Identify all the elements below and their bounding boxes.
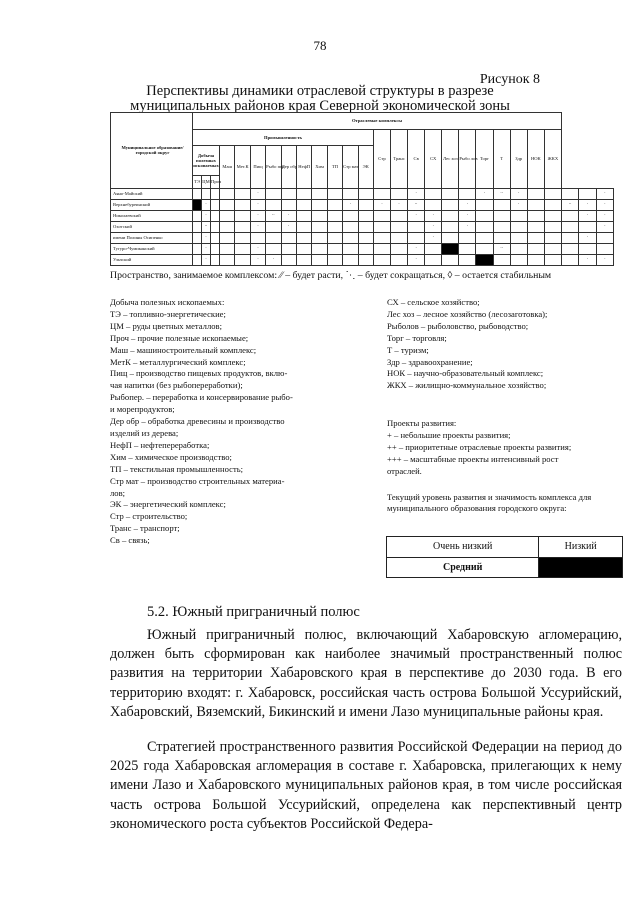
table-cell: ∙∙ bbox=[561, 199, 578, 210]
table-cell bbox=[358, 221, 373, 232]
table-cell: ∙ bbox=[250, 199, 265, 210]
table-cell: ∙ bbox=[266, 254, 281, 265]
legend-item: Рыболов – рыболовство, рыбоводство; bbox=[387, 320, 529, 331]
table-cell bbox=[442, 221, 459, 232]
table-cell bbox=[493, 210, 510, 221]
table-cell: ∙ bbox=[579, 210, 596, 221]
table-cell bbox=[391, 210, 408, 221]
table-cell bbox=[358, 210, 373, 221]
col-header: Лес хоз bbox=[442, 129, 459, 188]
table-cell bbox=[544, 210, 561, 221]
table-cell bbox=[312, 254, 327, 265]
table-cell bbox=[425, 188, 442, 199]
table-cell: ∙ bbox=[510, 199, 527, 210]
legend-item: ТЭ – топливно-энергетические; bbox=[110, 308, 226, 319]
table-cell bbox=[510, 221, 527, 232]
table-cell bbox=[391, 221, 408, 232]
table-cell: ∙ bbox=[596, 210, 613, 221]
table-cell bbox=[459, 188, 476, 199]
legend-item: Т – туризм; bbox=[387, 344, 429, 355]
table-cell bbox=[373, 210, 390, 221]
industry-header: Промышленность bbox=[193, 129, 374, 146]
legend-item: Св – связь; bbox=[110, 535, 150, 546]
level-medium-swatch bbox=[539, 557, 623, 578]
col-header: Св bbox=[408, 129, 425, 188]
table-cell: ∙ bbox=[459, 221, 476, 232]
table-cell: ∙ bbox=[476, 188, 493, 199]
table-cell bbox=[425, 243, 442, 254]
table-cell bbox=[391, 232, 408, 243]
row-name: Ульчский bbox=[111, 254, 193, 265]
table-cell bbox=[493, 221, 510, 232]
table-cell bbox=[561, 221, 578, 232]
corner-header: Муниципальное образование/ городской округ bbox=[111, 113, 193, 189]
table-cell bbox=[493, 254, 510, 265]
col-header: ЦМ bbox=[202, 175, 211, 188]
table-cell bbox=[193, 221, 202, 232]
table-cell: ∙ bbox=[391, 199, 408, 210]
table-cell bbox=[459, 243, 476, 254]
table-cell bbox=[266, 199, 281, 210]
table-cell bbox=[327, 188, 342, 199]
table-cell: ∙ bbox=[250, 188, 265, 199]
table-cell bbox=[343, 232, 358, 243]
table-cell bbox=[211, 232, 220, 243]
table-cell: ∙ bbox=[596, 199, 613, 210]
col-header: Мет.К bbox=[235, 146, 250, 188]
table-cell bbox=[211, 210, 220, 221]
table-cell bbox=[596, 232, 613, 243]
level-medium: Средний bbox=[387, 557, 539, 578]
row-name: Тугуро-Чумиканский bbox=[111, 243, 193, 254]
table-cell: ∙ bbox=[459, 210, 476, 221]
table-cell bbox=[561, 232, 578, 243]
table-cell: ∙ bbox=[579, 254, 596, 265]
legend-item: ЖКХ – жилищно-коммунальное хозяйство; bbox=[387, 380, 547, 391]
table-cell: ∙ bbox=[596, 254, 613, 265]
col-header: СХ bbox=[425, 129, 442, 188]
table-cell bbox=[408, 232, 425, 243]
table-cell bbox=[327, 254, 342, 265]
table-cell bbox=[327, 221, 342, 232]
row-name: Николаевский bbox=[111, 210, 193, 221]
table-cell bbox=[327, 210, 342, 221]
table-cell bbox=[442, 232, 459, 243]
row-name: имени Полины Осипенко bbox=[111, 232, 193, 243]
figure-caption: Пространство, занимаемое комплексом: ⁄⁄ – будет расти, ⋱ – будет сокращаться, ◊ – остается стабильным bbox=[110, 270, 552, 281]
table-cell bbox=[235, 210, 250, 221]
table-cell: ∙ bbox=[202, 254, 211, 265]
row-name: Охотский bbox=[111, 221, 193, 232]
table-cell bbox=[579, 221, 596, 232]
paragraph-text: Стратегией пространственного развития Российской Федерации на период до 2025 года Хабаровская агломерация в составе г. Хабаровска, прилегающих к нему имени Лазо и Хабаровского муниципальных районов края, в том числе российская часть острова Большой Уссурийский, определена как перспективный центр экономического роста субъектов Российской Федера- bbox=[110, 739, 622, 832]
table-cell: ∙∙ bbox=[493, 188, 510, 199]
section-heading: 5.2. Южный приграничный полюс bbox=[147, 604, 360, 620]
table-cell bbox=[266, 188, 281, 199]
legend-item: Маш – машиностроительный комплекс; bbox=[110, 344, 257, 355]
legend-item: Здр – здравоохранение; bbox=[387, 356, 473, 367]
table-cell bbox=[220, 199, 235, 210]
col-header: Проч bbox=[211, 175, 220, 188]
col-header: Здр bbox=[510, 129, 527, 188]
table-cell: ∙ bbox=[202, 199, 211, 210]
table-cell: ∙ bbox=[202, 232, 211, 243]
table-cell: ∙ bbox=[596, 221, 613, 232]
level-cell-high bbox=[442, 243, 459, 254]
table-cell: ∙ bbox=[425, 221, 442, 232]
table-cell bbox=[343, 254, 358, 265]
table-cell bbox=[561, 188, 578, 199]
table-cell: ∙∙ bbox=[202, 221, 211, 232]
table-row bbox=[111, 232, 614, 243]
table-cell bbox=[373, 254, 390, 265]
table-cell bbox=[193, 243, 202, 254]
project-legend-item: отраслей. bbox=[387, 465, 422, 476]
levels-legend bbox=[386, 536, 623, 578]
table-cell bbox=[235, 243, 250, 254]
table-cell bbox=[343, 221, 358, 232]
table-cell: ∙ bbox=[579, 232, 596, 243]
table-cell bbox=[510, 243, 527, 254]
table-cell bbox=[220, 221, 235, 232]
legend-item: МетК – металлургический комплекс; bbox=[110, 356, 246, 367]
table-cell bbox=[235, 199, 250, 210]
table-cell bbox=[312, 210, 327, 221]
col-header: ЖКХ bbox=[544, 129, 561, 188]
table-cell bbox=[476, 232, 493, 243]
legend-item: НОК – научно-образовательный комплекс; bbox=[387, 368, 544, 379]
legend-item: и морепродуктов; bbox=[110, 404, 175, 415]
table-cell bbox=[408, 221, 425, 232]
table-cell: ∙ bbox=[250, 254, 265, 265]
table-cell bbox=[235, 221, 250, 232]
table-cell bbox=[296, 221, 311, 232]
col-header: Стр мат bbox=[343, 146, 358, 188]
legend-item: чая напитки (без рыбопереработки); bbox=[110, 380, 243, 391]
table-cell bbox=[358, 232, 373, 243]
table-cell bbox=[343, 210, 358, 221]
legend-item: лов; bbox=[110, 487, 126, 498]
level-low: Низкий bbox=[539, 537, 623, 558]
table-cell bbox=[296, 188, 311, 199]
col-header: Хим bbox=[312, 146, 327, 188]
table-cell: ∙ bbox=[202, 243, 211, 254]
table-row bbox=[111, 221, 614, 232]
table-cell: ∙ bbox=[250, 210, 265, 221]
table-cell: ∙ bbox=[510, 188, 527, 199]
legend-item: изделий из дерева; bbox=[110, 427, 179, 438]
table-cell: ∙ bbox=[250, 221, 265, 232]
table-cell bbox=[510, 232, 527, 243]
table-cell bbox=[358, 243, 373, 254]
table-cell bbox=[442, 188, 459, 199]
table-cell bbox=[476, 199, 493, 210]
table-cell bbox=[476, 243, 493, 254]
table-cell bbox=[211, 254, 220, 265]
table-cell bbox=[296, 254, 311, 265]
col-header: ТЭ bbox=[193, 175, 202, 188]
table-row bbox=[111, 254, 614, 265]
table-cell bbox=[579, 243, 596, 254]
legend-item: Пищ – производство пищевых продуктов, вклю- bbox=[110, 368, 288, 379]
table-cell: ∙ bbox=[202, 210, 211, 221]
table-cell bbox=[596, 243, 613, 254]
table-row bbox=[111, 210, 614, 221]
col-header: ТП bbox=[327, 146, 342, 188]
table-cell bbox=[459, 232, 476, 243]
table-cell bbox=[493, 199, 510, 210]
table-cell bbox=[510, 254, 527, 265]
legend-item: Стр мат – производство строительных материа- bbox=[110, 475, 285, 486]
project-legend-item: + – небольшие проекты развития; bbox=[387, 429, 511, 440]
table-cell bbox=[527, 243, 544, 254]
table-cell: ∙ bbox=[373, 199, 390, 210]
table-cell bbox=[493, 232, 510, 243]
table-cell bbox=[459, 254, 476, 265]
table-cell bbox=[544, 221, 561, 232]
table-cell bbox=[235, 188, 250, 199]
table-cell bbox=[373, 232, 390, 243]
table-cell bbox=[211, 221, 220, 232]
table-cell bbox=[220, 243, 235, 254]
table-cell bbox=[281, 243, 296, 254]
project-legend-item: ++ – приоритетные отраслевые проекты развития; bbox=[387, 441, 572, 452]
table-cell bbox=[425, 199, 442, 210]
table-cell bbox=[193, 210, 202, 221]
table-cell bbox=[312, 243, 327, 254]
table-cell: ∙ bbox=[250, 243, 265, 254]
body-paragraph-2 bbox=[110, 738, 622, 834]
sector-structure-table bbox=[110, 112, 614, 266]
table-cell bbox=[266, 221, 281, 232]
projects-legend bbox=[387, 418, 623, 478]
table-cell bbox=[312, 188, 327, 199]
table-cell bbox=[476, 221, 493, 232]
legend-item: НефП – нефтепереработка; bbox=[110, 439, 210, 450]
table-cell bbox=[391, 188, 408, 199]
table-cell bbox=[561, 210, 578, 221]
table-cell bbox=[527, 210, 544, 221]
table-cell bbox=[527, 254, 544, 265]
table-cell bbox=[442, 210, 459, 221]
table-cell bbox=[391, 243, 408, 254]
legend-item: ЦМ – руды цветных металлов; bbox=[110, 320, 222, 331]
table-cell bbox=[296, 210, 311, 221]
table-cell bbox=[220, 254, 235, 265]
table-cell bbox=[327, 232, 342, 243]
legend-left bbox=[110, 297, 372, 547]
col-header: Рыбо пер bbox=[266, 146, 281, 188]
legend-item: Лес хоз – лесное хозяйство (лесозаготовка); bbox=[387, 308, 548, 319]
legend-item: СХ – сельское хозяйство; bbox=[387, 297, 480, 307]
table-cell bbox=[202, 188, 211, 199]
table-cell bbox=[579, 188, 596, 199]
table-cell bbox=[193, 188, 202, 199]
table-cell bbox=[281, 188, 296, 199]
table-cell bbox=[266, 232, 281, 243]
table-cell: ∙ bbox=[425, 232, 442, 243]
legend-item: Хим – химическое производство; bbox=[110, 451, 232, 462]
table-cell bbox=[343, 188, 358, 199]
table-cell: ∙ bbox=[281, 221, 296, 232]
table-cell bbox=[296, 199, 311, 210]
col-header: Торг bbox=[476, 129, 493, 188]
figure-label: Рисунок 8 bbox=[479, 72, 540, 87]
table-cell bbox=[235, 232, 250, 243]
legend-item: ЭК – энергетический комплекс; bbox=[110, 499, 226, 510]
table-cell: ∙ bbox=[408, 254, 425, 265]
table-cell bbox=[266, 243, 281, 254]
table-cell: ∙∙ bbox=[493, 243, 510, 254]
table-cell bbox=[373, 221, 390, 232]
legend-item: Торг – торговля; bbox=[387, 332, 447, 343]
table-cell: ∙ bbox=[408, 210, 425, 221]
table-cell bbox=[358, 254, 373, 265]
page-number: 78 bbox=[313, 38, 327, 53]
table-cell: ∙ bbox=[343, 199, 358, 210]
legend-item: Проч – прочие полезные ископаемые; bbox=[110, 332, 249, 343]
project-legend-item: Проекты развития: bbox=[387, 418, 457, 428]
table-cell bbox=[296, 232, 311, 243]
table-cell bbox=[561, 254, 578, 265]
col-header: НефП bbox=[296, 146, 311, 188]
col-header: Маш bbox=[220, 146, 235, 188]
legend-item: Стр – строительство; bbox=[110, 511, 188, 522]
table-cell bbox=[211, 243, 220, 254]
table-row bbox=[111, 243, 614, 254]
table-cell: ∙ bbox=[425, 210, 442, 221]
table-cell bbox=[544, 232, 561, 243]
table-cell: ∙∙ bbox=[408, 199, 425, 210]
table-cell bbox=[343, 243, 358, 254]
table-cell: ∙ bbox=[596, 188, 613, 199]
table-cell: ∙ bbox=[408, 243, 425, 254]
col-header: Транс bbox=[391, 129, 408, 188]
mining-header: Добыча полезных ископаемых bbox=[193, 146, 220, 175]
legend-right bbox=[387, 297, 623, 392]
col-header: Пищ bbox=[250, 146, 265, 188]
col-header: Т bbox=[493, 129, 510, 188]
legend-item: Дер обр – обработка древесины и производство bbox=[110, 416, 285, 427]
level-cell-high bbox=[476, 254, 493, 265]
table-cell: ∙ bbox=[459, 199, 476, 210]
table-cell bbox=[510, 210, 527, 221]
row-name: Аяно-Майский bbox=[111, 188, 193, 199]
table-cell bbox=[211, 199, 220, 210]
table-cell bbox=[281, 199, 296, 210]
table-cell: ∙∙ bbox=[266, 210, 281, 221]
table-cell bbox=[442, 254, 459, 265]
table-cell bbox=[527, 221, 544, 232]
table-cell bbox=[527, 199, 544, 210]
legend-item: Добыча полезных ископаемых: bbox=[110, 297, 225, 307]
table-cell bbox=[211, 188, 220, 199]
group-header: Отраслевые комплексы bbox=[193, 113, 562, 130]
table-cell bbox=[527, 188, 544, 199]
figure-title: Перспективы динамики отраслевой структуры в разрезе муниципальных районов края Северной экономической зоны bbox=[130, 83, 510, 114]
table-cell bbox=[327, 243, 342, 254]
table-cell bbox=[312, 221, 327, 232]
col-header: ЭК bbox=[358, 146, 373, 188]
row-name: Верхнебуреинский bbox=[111, 199, 193, 210]
table-cell bbox=[193, 254, 202, 265]
col-header: Рыбо лов bbox=[459, 129, 476, 188]
table-cell bbox=[373, 243, 390, 254]
table-cell bbox=[235, 254, 250, 265]
legend-item: ТП – текстильная промышленность; bbox=[110, 463, 244, 474]
table-cell bbox=[220, 210, 235, 221]
col-header: НОК bbox=[527, 129, 544, 188]
table-cell bbox=[358, 188, 373, 199]
body-paragraph-1 bbox=[110, 626, 622, 722]
legend-item: Транс – транспорт; bbox=[110, 523, 180, 534]
table-cell bbox=[296, 243, 311, 254]
table-cell bbox=[327, 199, 342, 210]
table-cell bbox=[312, 232, 327, 243]
table-cell bbox=[312, 199, 327, 210]
table-cell bbox=[193, 232, 202, 243]
table-cell bbox=[544, 199, 561, 210]
table-cell: ∙ bbox=[579, 199, 596, 210]
level-very-low: Очень низкий bbox=[387, 537, 539, 558]
paragraph-text: Южный приграничный полюс, включающий Хабаровскую агломерацию, должен быть сформирован как наиболее значимый пространственный полюс развития на территории Хабаровского края в перспективе до 2030 года. В его территорию входят: г. Хабаровск, российская часть острова Большой Уссурийский, Хабаровский, Вяземский, Бикинский и имени Лазо муниципальные районы края. bbox=[110, 627, 622, 720]
table-cell: ∙ bbox=[281, 210, 296, 221]
table-cell bbox=[281, 232, 296, 243]
col-header: Дер обр bbox=[281, 146, 296, 188]
legend-item: Рыбопер. – переработка и консервирование рыбо- bbox=[110, 392, 293, 403]
table-cell bbox=[391, 254, 408, 265]
table-cell bbox=[476, 210, 493, 221]
table-cell bbox=[425, 254, 442, 265]
level-cell-high bbox=[193, 199, 202, 210]
table-cell bbox=[442, 199, 459, 210]
table-cell bbox=[220, 232, 235, 243]
table-cell bbox=[544, 254, 561, 265]
levels-caption: Текущий уровень развития и значимость комплекса для муниципального образования городского округа: bbox=[387, 492, 592, 513]
table-row bbox=[111, 188, 614, 199]
table-cell bbox=[544, 188, 561, 199]
table-cell: ∙ bbox=[408, 188, 425, 199]
table-cell bbox=[373, 188, 390, 199]
table-cell bbox=[561, 243, 578, 254]
table-cell bbox=[544, 243, 561, 254]
table-row bbox=[111, 199, 614, 210]
project-legend-item: +++ – масштабные проекты интенсивный рост bbox=[387, 453, 559, 464]
table-cell bbox=[358, 199, 373, 210]
table-cell bbox=[250, 232, 265, 243]
table-cell bbox=[281, 254, 296, 265]
table-cell bbox=[527, 232, 544, 243]
col-header: Стр bbox=[373, 129, 390, 188]
table-cell bbox=[220, 188, 235, 199]
